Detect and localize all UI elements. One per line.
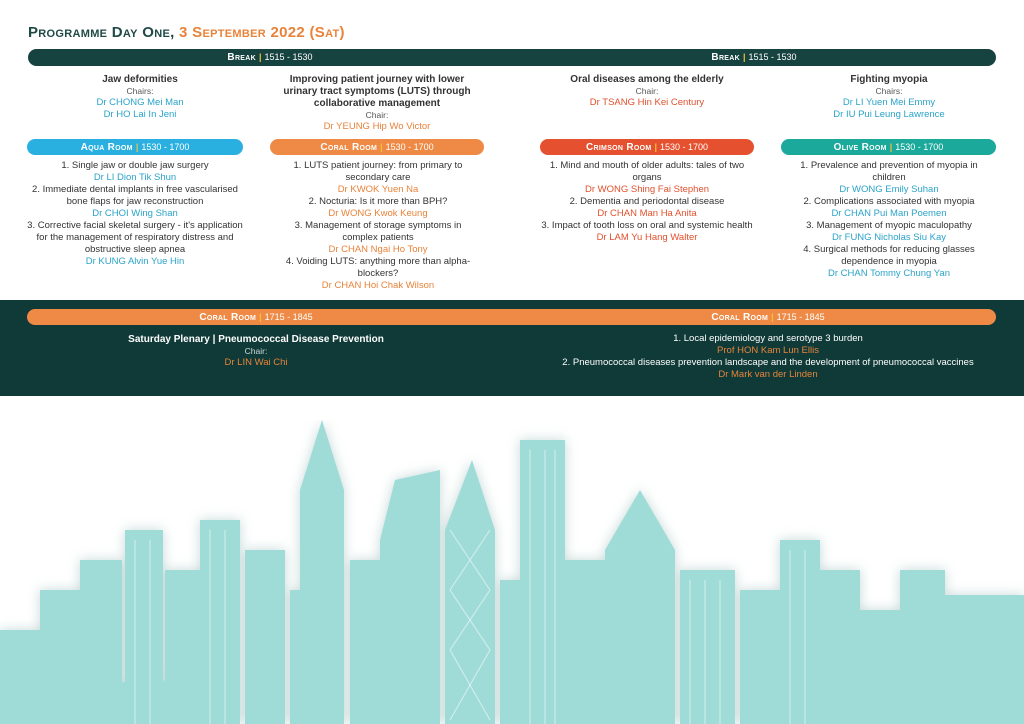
page-title: Programme Day One, 3 September 2022 (Sat) — [28, 24, 345, 41]
break-segment: Break | 1515 - 1530 — [227, 52, 313, 63]
break-bar — [28, 49, 996, 66]
room-bar-aqua: Aqua Room | 1530 - 1700 — [27, 139, 243, 155]
plenary-bar-left: Coral Room | 1715 - 1845 — [199, 312, 313, 323]
talk-list-crimson: 1. Mind and mouth of older adults: tales of two organs Dr WONG Shing Fai Stephen 2. Dementia and periodontal disease Dr CHAN Man Ha Anita 3. Impact of tooth loss on oral and systemic health Dr LAM Yu Hang Walter — [541, 160, 753, 243]
room-bar-crimson: Crimson Room | 1530 - 1700 — [540, 139, 754, 155]
talk-list-olive: 1. Prevalence and prevention of myopia in children Dr WONG Emily Suhan 2. Complications associated with myopia Dr CHAN Pui Man Poemen 3. Management of myopic maculopathy Dr FUNG Nicholas Siu Kay 4. Surgical methods for reducing glasses dependence in myopia Dr CHAN Tommy Chung Yan — [800, 160, 978, 279]
talk-list-aqua: 1. Single jaw or double jaw surgery Dr LI Dion Tik Shun 2. Immediate dental implants in free vascularised bone flaps for jaw reconstruction Dr CHOI Wing Shan 3. Corrective facial skeletal surgery - it's application for the management of respiratory distress and obstructive sleep apnea Dr KUNG Alvin Yue Hin — [27, 160, 243, 267]
room-bar-plenary — [27, 309, 996, 325]
session-header-jaw: Jaw deformities Chairs: Dr CHONG Mei Man Dr HO Lai In Jeni — [96, 74, 184, 120]
plenary-talks: 1. Local epidemiology and serotype 3 burden Prof HON Kam Lun Ellis 2. Pneumococcal diseases prevention landscape and the development of pneumococcal vaccines Dr Mark van der Linden — [562, 333, 974, 380]
plenary-bar-right: Coral Room | 1715 - 1845 — [711, 312, 825, 323]
session-header-oral: Oral diseases among the elderly Chair: Dr TSANG Hin Kei Century — [570, 74, 724, 108]
plenary-header: Saturday Plenary | Pneumococcal Disease Prevention Chair: Dr LIN Wai Chi — [128, 334, 384, 368]
break-segment: Break | 1515 - 1530 — [711, 52, 797, 63]
room-bar-olive: Olive Room | 1530 - 1700 — [781, 139, 996, 155]
session-header-luts: Improving patient journey with lower urinary tract symptoms (LUTS) through collaborative management Chair: Dr YEUNG Hip Wo Victor — [283, 74, 471, 132]
city-skyline-illustration — [0, 420, 1024, 724]
talk-list-coral: 1. LUTS patient journey: from primary to secondary care Dr KWOK Yuen Na 2. Nocturia: Is it more than BPH? Dr WONG Kwok Keung 3. Management of storage symptoms in complex patients Dr CHAN Ngai Ho Tony 4. Voiding LUTS: anything more than alpha-blockers? Dr CHAN Hoi Chak Wilson — [285, 160, 471, 291]
room-bar-coral: Coral Room | 1530 - 1700 — [270, 139, 484, 155]
session-header-myopia: Fighting myopia Chairs: Dr LI Yuen Mei Emmy Dr IU Pui Leung Lawrence — [833, 74, 945, 120]
